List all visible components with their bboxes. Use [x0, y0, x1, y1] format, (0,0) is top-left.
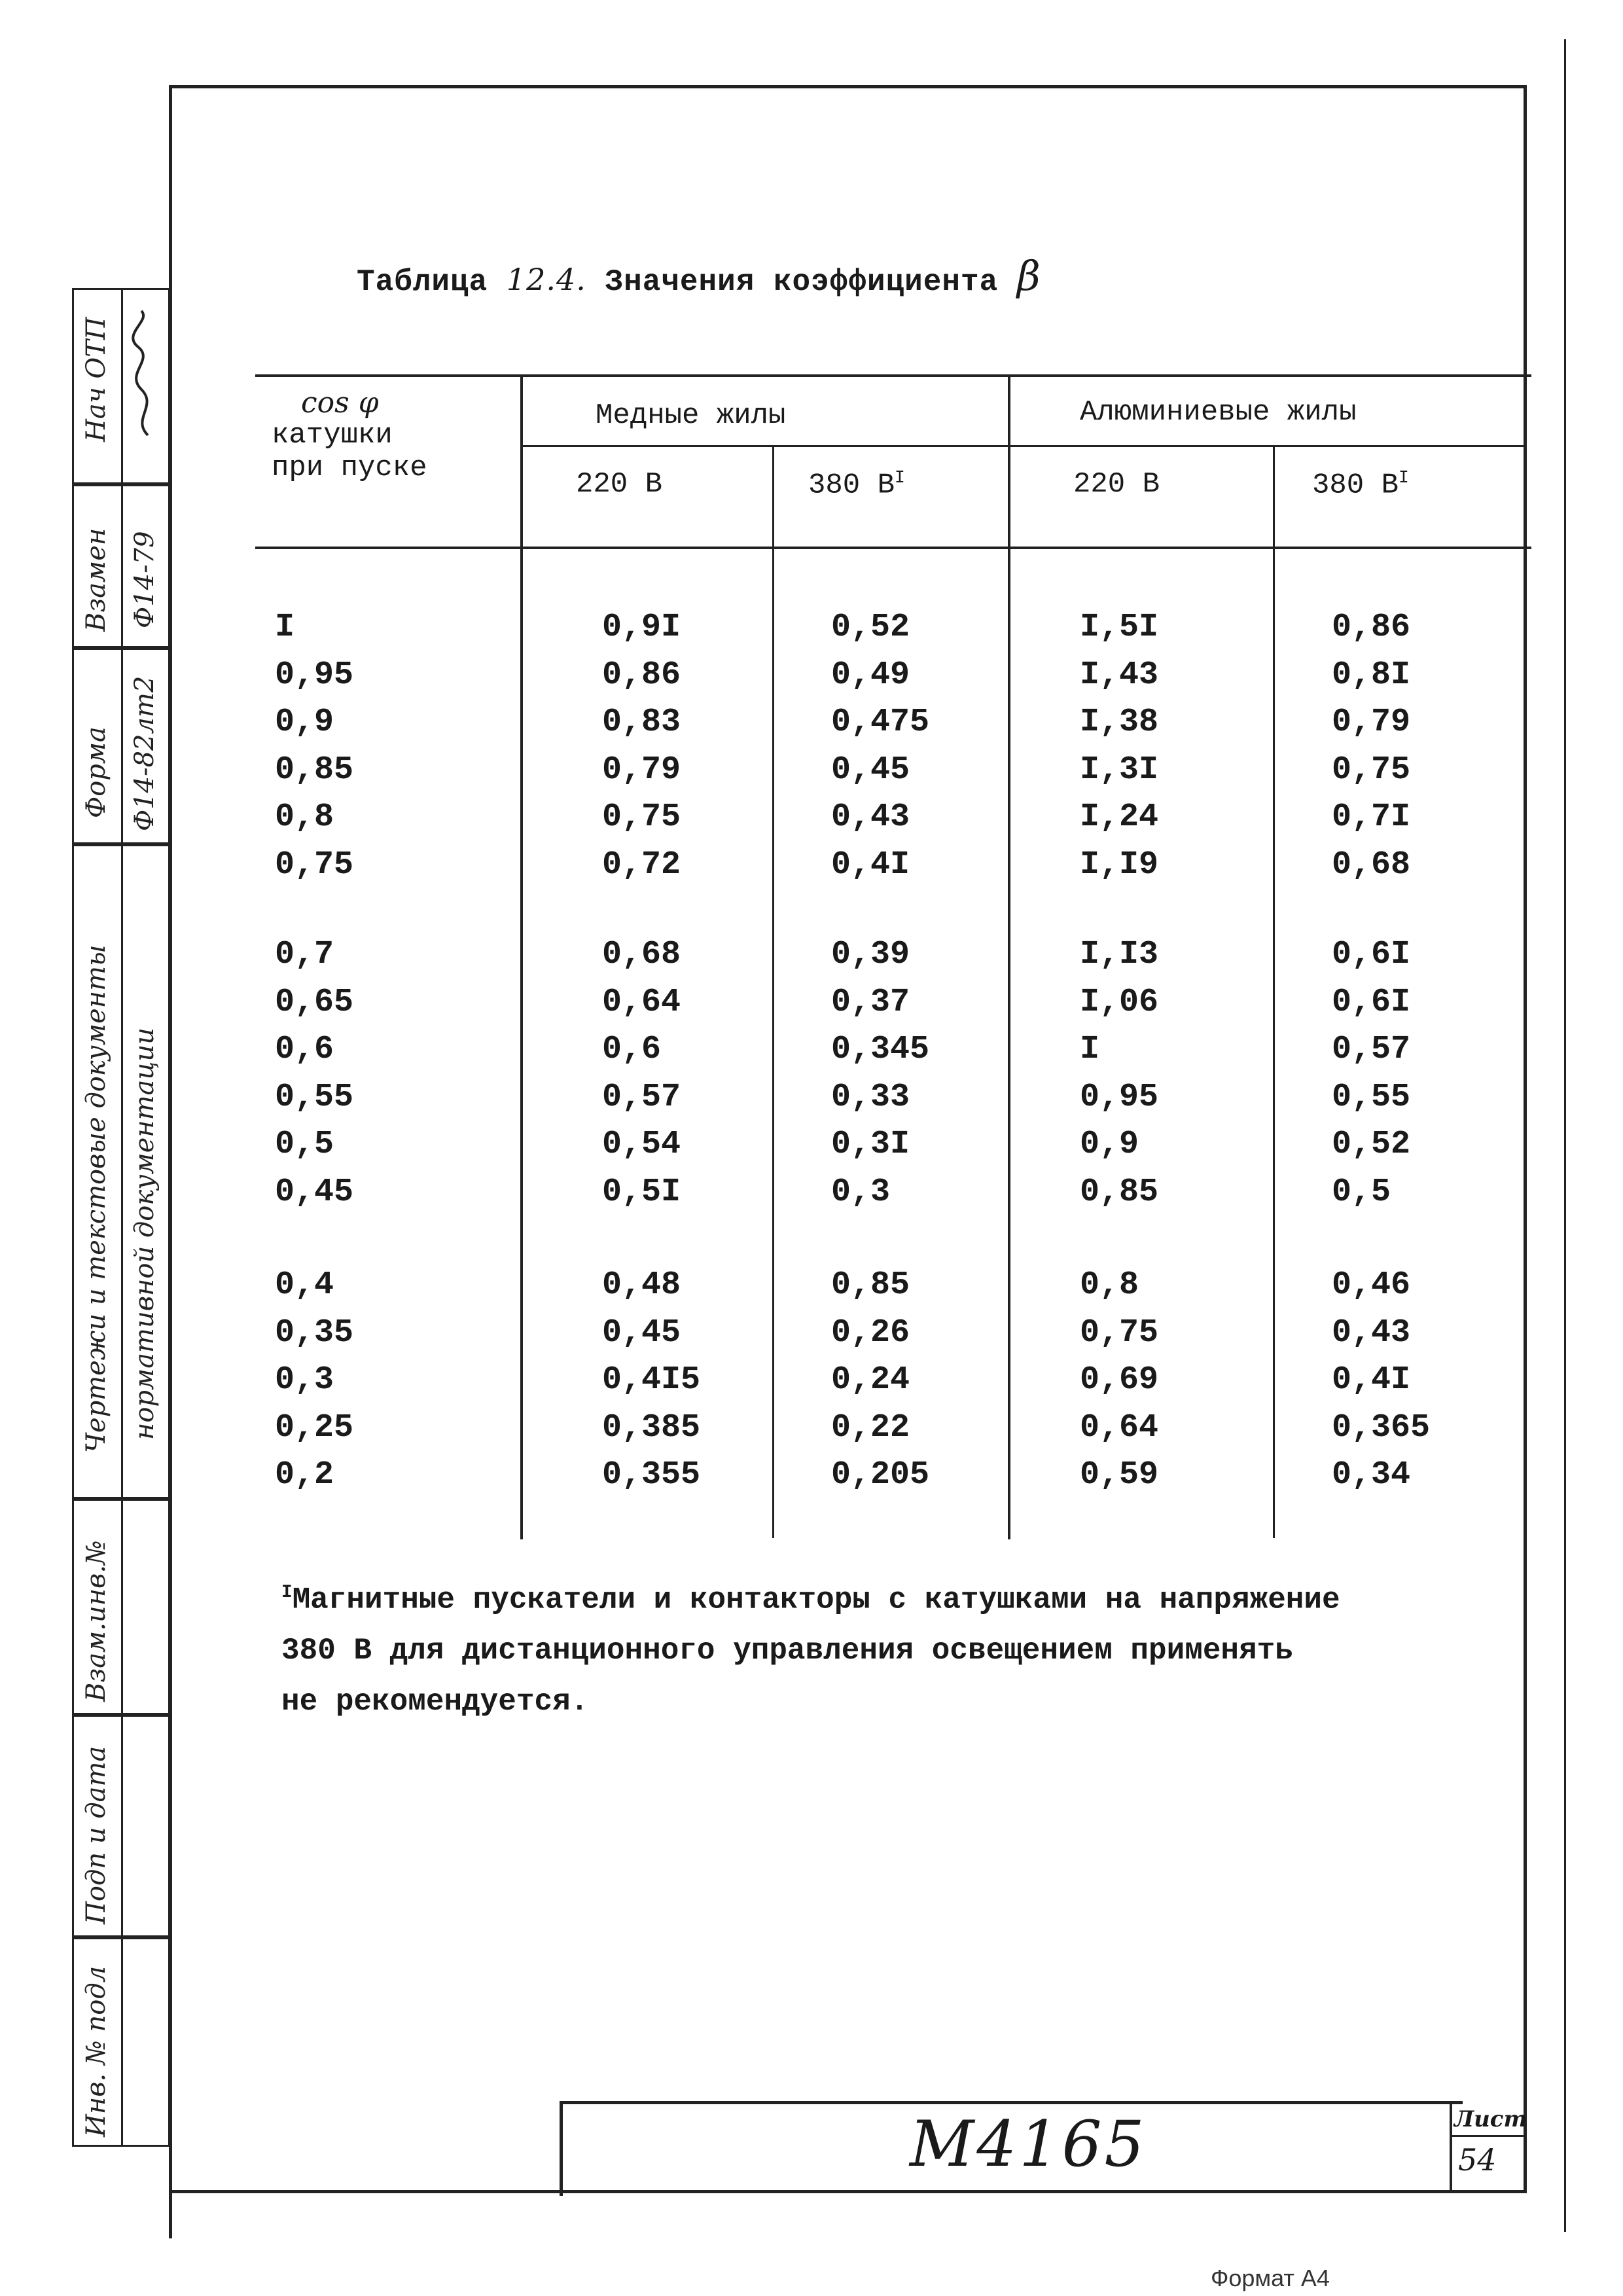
table-title-symbol: β — [1016, 252, 1041, 300]
table-cell-cos-phi: 0,85 — [275, 751, 354, 789]
table-cell-value: 0,6I — [1332, 936, 1411, 973]
header-aluminium-380-label: 380 В — [1312, 469, 1399, 502]
table-cell-value: I,I3 — [1080, 936, 1159, 973]
table-cell-value: 0,55 — [1332, 1078, 1411, 1116]
table-cell-value: 0,5 — [1332, 1173, 1391, 1211]
table-cell-value: I,5I — [1080, 609, 1159, 646]
table-cell-cos-phi: 0,3 — [275, 1361, 334, 1399]
table-cell-value: 0,43 — [831, 798, 910, 836]
table-col-divider-3 — [1008, 374, 1010, 1539]
table-cell-value: 0,95 — [1080, 1078, 1159, 1116]
table-cell-value: 0,68 — [1332, 846, 1411, 884]
table-cell-value: 0,45 — [831, 751, 910, 789]
table-cell-value: 0,345 — [831, 1031, 930, 1068]
table-cell-cos-phi: 0,9 — [275, 704, 334, 741]
footnote-line-1-text: Магнитные пускатели и контакторы с катушками на напряжение — [292, 1583, 1340, 1617]
header-aluminium-380 — [1312, 468, 1409, 502]
side-label-nach-otp: Нач ОТП — [81, 317, 111, 442]
table-cell-cos-phi: 0,25 — [275, 1408, 354, 1446]
table-header-bottom-rule — [255, 547, 1531, 549]
table-cell-value: 0,64 — [602, 983, 681, 1021]
table-cell-value: 0,475 — [831, 704, 930, 741]
footnote-line-3: не рекомендуется. — [281, 1685, 589, 1719]
table-cell-value: 0,39 — [831, 936, 910, 973]
header-pri-puske: при пуске — [272, 452, 427, 484]
header-cos-phi: cos φ — [301, 386, 379, 420]
table-cell-value: 0,3 — [831, 1173, 891, 1211]
table-cell-value: 0,5I — [602, 1173, 681, 1211]
table-cell-value: 0,33 — [831, 1078, 910, 1116]
table-cell-value: 0,54 — [602, 1126, 681, 1163]
table-cell-value: 0,86 — [1332, 609, 1411, 646]
side-signature — [128, 308, 167, 439]
table-cell-cos-phi: 0,35 — [275, 1314, 354, 1352]
table-cell-value: 0,43 — [1332, 1314, 1411, 1352]
table-cell-value: 0,57 — [602, 1078, 681, 1116]
table-col-divider-1 — [520, 374, 523, 1539]
table-cell-value: 0,52 — [1332, 1126, 1411, 1163]
signature-icon — [128, 308, 161, 439]
table-cell-cos-phi: 0,75 — [275, 846, 354, 884]
header-katushki: катушки — [272, 419, 393, 452]
table-cell-cos-phi: 0,95 — [275, 656, 354, 694]
table-cell-value: 0,85 — [831, 1266, 910, 1304]
page-edge-line — [1564, 39, 1566, 2232]
side-label-vzamen: Взамен — [81, 528, 111, 632]
table-cell-value: 0,64 — [1080, 1408, 1159, 1446]
table-cell-cos-phi: 0,6 — [275, 1031, 334, 1068]
table-cell-value: 0,355 — [602, 1456, 701, 1494]
side-label-drawings-1: Чертежи и текстовые документы — [81, 944, 111, 1453]
header-aluminium-380-mark: I — [1399, 468, 1409, 488]
table-cell-value: 0,75 — [1332, 751, 1411, 789]
table-cell-cos-phi: 0,8 — [275, 798, 334, 836]
table-cell-value: 0,85 — [1080, 1173, 1159, 1211]
table-cell-value: 0,385 — [602, 1408, 701, 1446]
table-col-divider-2 — [772, 445, 774, 1538]
frame-right-line — [1524, 85, 1527, 2193]
header-copper-380 — [808, 468, 905, 502]
table-cell-value: 0,34 — [1332, 1456, 1411, 1494]
table-cell-value: I — [1080, 1031, 1100, 1068]
table-cell-value: 0,75 — [1080, 1314, 1159, 1352]
footnote-mark: I — [281, 1583, 293, 1603]
header-group-copper: Медные жилы — [596, 399, 786, 432]
table-cell-value: 0,205 — [831, 1456, 930, 1494]
table-cell-value: 0,49 — [831, 656, 910, 694]
format-label: Формат А4 — [1211, 2265, 1330, 2291]
table-cell-value: 0,79 — [602, 751, 681, 789]
table-cell-cos-phi: 0,5 — [275, 1126, 334, 1163]
table-cell-value: 0,22 — [831, 1408, 910, 1446]
side-label-forma: Форма — [81, 726, 111, 818]
table-cell-value: 0,6I — [1332, 983, 1411, 1021]
table-cell-value: 0,52 — [831, 609, 910, 646]
side-label-inv-podl: Инв. № подл — [81, 1965, 111, 2137]
table-title — [357, 252, 1041, 300]
header-copper-220: 220 В — [576, 468, 663, 501]
table-cell-value: 0,7I — [1332, 798, 1411, 836]
side-value-forma: Ф14-82лт2 — [130, 675, 160, 831]
table-cell-value: 0,4I — [1332, 1361, 1411, 1399]
table-cell-value: 0,4I — [831, 846, 910, 884]
table-cell-value: 0,8 — [1080, 1266, 1139, 1304]
side-label-podp-data: Подп и дата — [81, 1746, 111, 1924]
table-cell-cos-phi: 0,65 — [275, 983, 354, 1021]
table-col-divider-4 — [1273, 445, 1275, 1538]
table-cell-cos-phi: I — [275, 609, 295, 646]
table-cell-value: 0,75 — [602, 798, 681, 836]
title-block-sheet-rule — [1450, 2135, 1525, 2137]
document-code: М4165 — [910, 2108, 1147, 2181]
table-subheader-rule — [520, 445, 1525, 447]
footnote — [281, 1568, 1340, 1727]
table-top-rule — [255, 374, 1531, 377]
table-cell-value: 0,68 — [602, 936, 681, 973]
side-label-vzam-inv: Взам.инв.№ — [81, 1540, 111, 1702]
table-cell-value: I,24 — [1080, 798, 1159, 836]
table-cell-value: 0,83 — [602, 704, 681, 741]
header-copper-380-label: 380 В — [808, 469, 895, 502]
table-cell-value: 0,69 — [1080, 1361, 1159, 1399]
table-cell-cos-phi: 0,45 — [275, 1173, 354, 1211]
header-aluminium-220: 220 В — [1073, 468, 1160, 501]
footnote-line-2: 380 В для дистанционного управления освещением применять — [281, 1634, 1293, 1668]
sheet-number: 54 — [1458, 2142, 1497, 2178]
table-cell-value: I,06 — [1080, 983, 1159, 1021]
table-cell-value: 0,9 — [1080, 1126, 1139, 1163]
table-cell-value: 0,45 — [602, 1314, 681, 1352]
side-stamp-divider — [121, 288, 123, 2147]
side-stamp — [72, 288, 170, 2147]
table-cell-cos-phi: 0,7 — [275, 936, 334, 973]
table-cell-value: 0,4I5 — [602, 1361, 701, 1399]
header-copper-380-mark: I — [895, 468, 905, 488]
table-cell-value: 0,24 — [831, 1361, 910, 1399]
table-cell-value: 0,46 — [1332, 1266, 1411, 1304]
table-cell-value: 0,8I — [1332, 656, 1411, 694]
table-cell-cos-phi: 0,4 — [275, 1266, 334, 1304]
table-cell-value: 0,48 — [602, 1266, 681, 1304]
table-cell-value: 0,57 — [1332, 1031, 1411, 1068]
table-cell-value: 0,6 — [602, 1031, 662, 1068]
sheet-label: Лист — [1454, 2106, 1527, 2132]
table-title-prefix: Таблица — [357, 265, 488, 299]
table-cell-value: 0,37 — [831, 983, 910, 1021]
table-cell-value: I,3I — [1080, 751, 1159, 789]
table-cell-value: 0,365 — [1332, 1408, 1431, 1446]
table-cell-cos-phi: 0,55 — [275, 1078, 354, 1116]
table-cell-value: 0,3I — [831, 1126, 910, 1163]
table-title-number: 12.4. — [506, 262, 586, 297]
table-cell-value: 0,26 — [831, 1314, 910, 1352]
header-group-aluminium: Алюминиевые жилы — [1080, 396, 1357, 429]
table-title-text: Значения коэффициента — [605, 265, 999, 299]
table-cell-value: 0,86 — [602, 656, 681, 694]
title-block-sheet-divider — [1450, 2101, 1452, 2193]
frame-top-line — [169, 85, 1527, 88]
table-cell-value: 0,9I — [602, 609, 681, 646]
table-cell-value: 0,59 — [1080, 1456, 1159, 1494]
table-cell-value: 0,72 — [602, 846, 681, 884]
side-value-vzamen: Ф14-79 — [130, 531, 160, 628]
table-cell-value: I,43 — [1080, 656, 1159, 694]
footnote-line-1 — [281, 1568, 1340, 1625]
table-cell-value: I,I9 — [1080, 846, 1159, 884]
table-cell-value: I,38 — [1080, 704, 1159, 741]
table-cell-value: 0,79 — [1332, 704, 1411, 741]
table-cell-cos-phi: 0,2 — [275, 1456, 334, 1494]
side-label-drawings-2: нормативной документации — [130, 1028, 160, 1440]
